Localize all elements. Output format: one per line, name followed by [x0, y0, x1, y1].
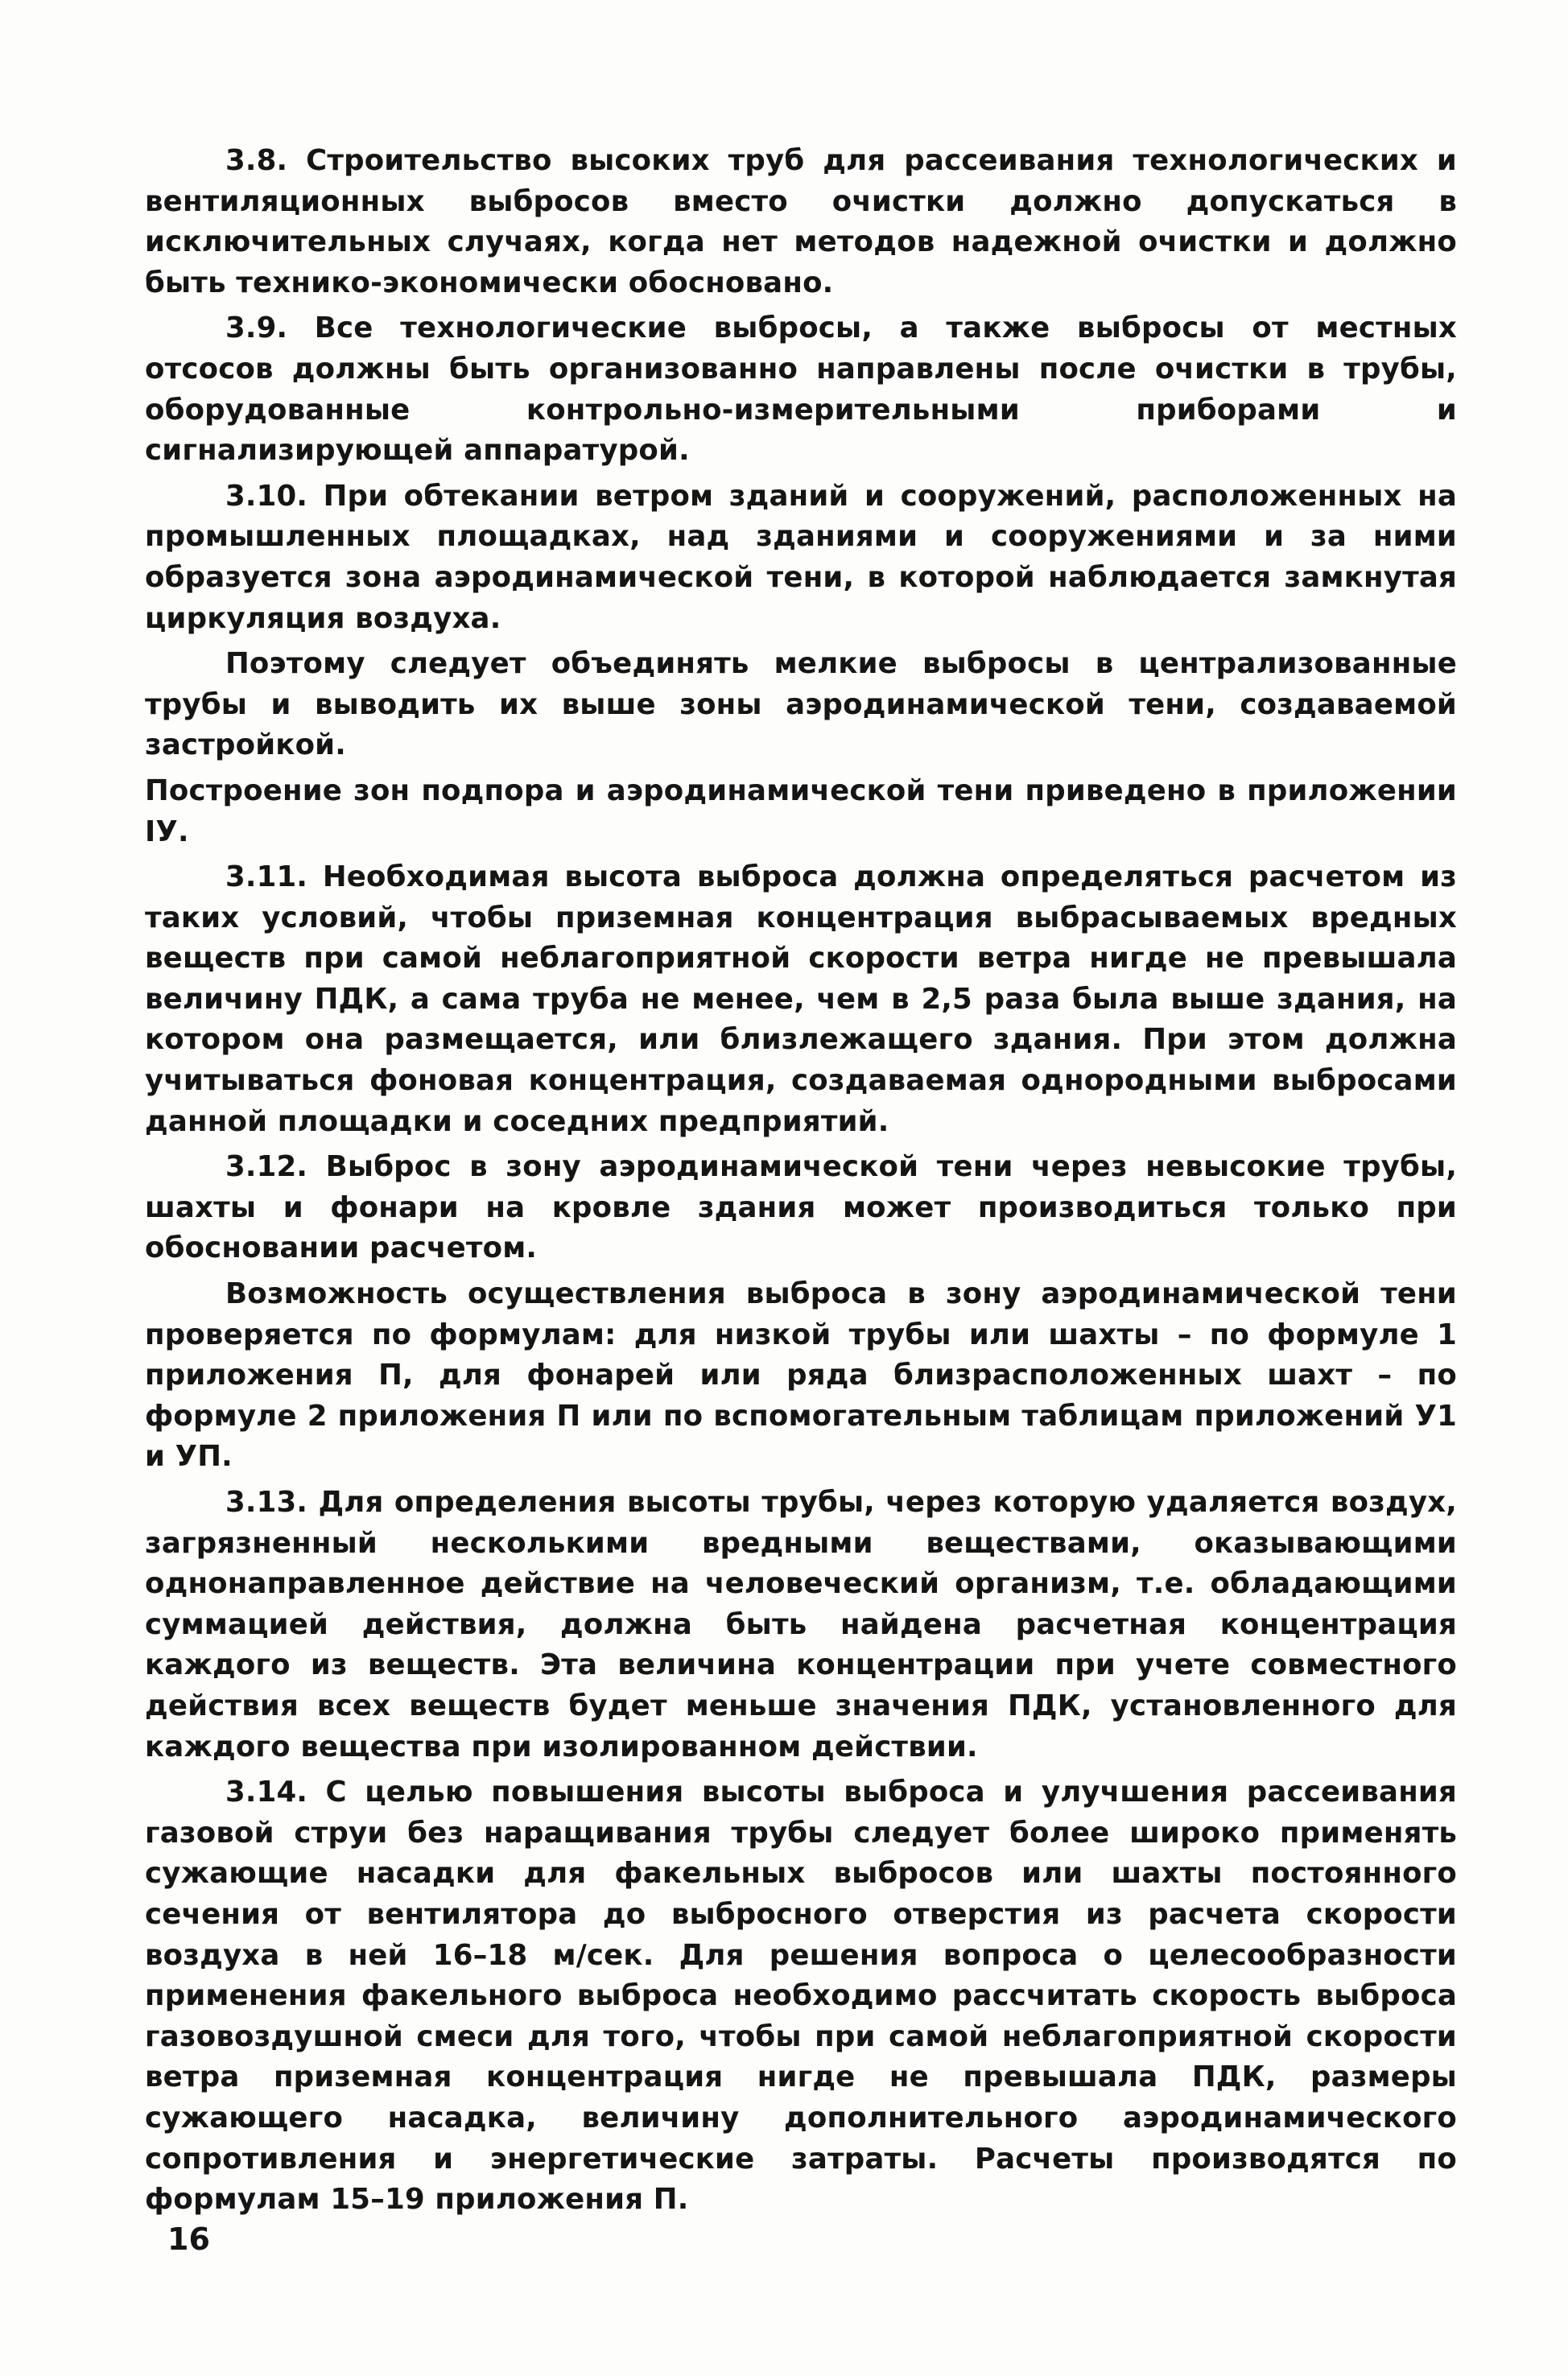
- paragraph-3-8: 3.8. Строительство высоких труб для рассеивания технологических и вентиляционных выбросов вместо очистки должно допускаться в исключительных случаях, когда нет методов надежной очистки и должно быть технико-экономически обосновано.: [145, 144, 1457, 299]
- paragraph-3-11: 3.11. Необходимая высота выброса должна определяться расчетом из таких условий, чтобы приземная концентрация выбрасываемых вредных веществ при самой неблагоприятной скорости ветра нигде не превышала величину ПДК, а сама труба не менее, чем в 2,5 раза была выше здания, на котором она размещается, или близлежащего здания. При этом должна учитываться фоновая концентрация, создаваемая однородными выбросами данной площадки и соседних предприятий.: [145, 860, 1457, 1138]
- paragraph-3-14: 3.14. С целью повышения высоты выброса и улучшения рассеивания газовой струи без наращивания трубы следует более широко применять сужающие насадки для факельных выбросов или шахты постоянного сечения от вентилятора до выбросного отверстия из расчета скорости воздуха в ней 16–18 м/сек. Для решения вопроса о целесообразности применения факельного выброса необходимо рассчитать скорость выброса газовоздушной смеси для того, чтобы при самой неблагоприятной скорости ветра приземная концентрация нигде не превышала ПДК, размеры сужающего насадка, величину дополнительного аэродинамического сопротивления и энергетические затраты. Расчеты производятся по формулам 15–19 приложения П.: [145, 1776, 1457, 2217]
- paragraph-3-10: 3.10. При обтекании ветром зданий и сооружений, расположенных на промышленных площадках, над зданиями и сооружениями и за ними образуется зона аэродинамической тени, в которой наблюдается замкнутая циркуляция воздуха.: [145, 479, 1457, 635]
- paragraph-3-12: 3.12. Выброс в зону аэродинамической тени через невысокие трубы, шахты и фонари на кровле здания может производиться только при обосновании расчетом.: [145, 1150, 1457, 1265]
- page-number: 16: [167, 2221, 210, 2257]
- paragraph-3-9: 3.9. Все технологические выбросы, а также выбросы от местных отсосов должны быть организованно направлены после очистки в трубы, оборудованные контрольно-измерительными приборами и сигнализирующей аппаратурой.: [145, 311, 1457, 468]
- paragraph-3-13: 3.13. Для определения высоты трубы, через которую удаляется воздух, загрязненный несколькими вредными веществами, оказывающими однонаправленное действие на человеческий организм, т.е. обладающими суммацией действия, должна быть найдена расчетная концентрация каждого из веществ. Эта величина концентрации при учете совместного действия всех веществ будет меньше значения ПДК, установленного для каждого вещества при изолированном действии.: [145, 1486, 1457, 1763]
- paragraph-appendix-reference: Построение зон подпора и аэродинамической тени приведено в приложении IУ.: [145, 773, 1457, 848]
- paragraph-aerodynamic-check: Возможность осуществления выброса в зону аэродинамической тени проверяется по формулам: для низкой трубы или шахты – по формуле 1 приложения П, для фонарей или ряда близрасположенных шахт – по формуле 2 приложения П или по вспомогательным таблицам приложений У1 и УП.: [145, 1277, 1457, 1474]
- paragraph-centralized-emissions: Поэтому следует объединять мелкие выбросы в централизованные трубы и выводить их выше зоны аэродинамической тени, создаваемой застройкой.: [145, 647, 1457, 762]
- body-text: [145, 141, 1457, 2225]
